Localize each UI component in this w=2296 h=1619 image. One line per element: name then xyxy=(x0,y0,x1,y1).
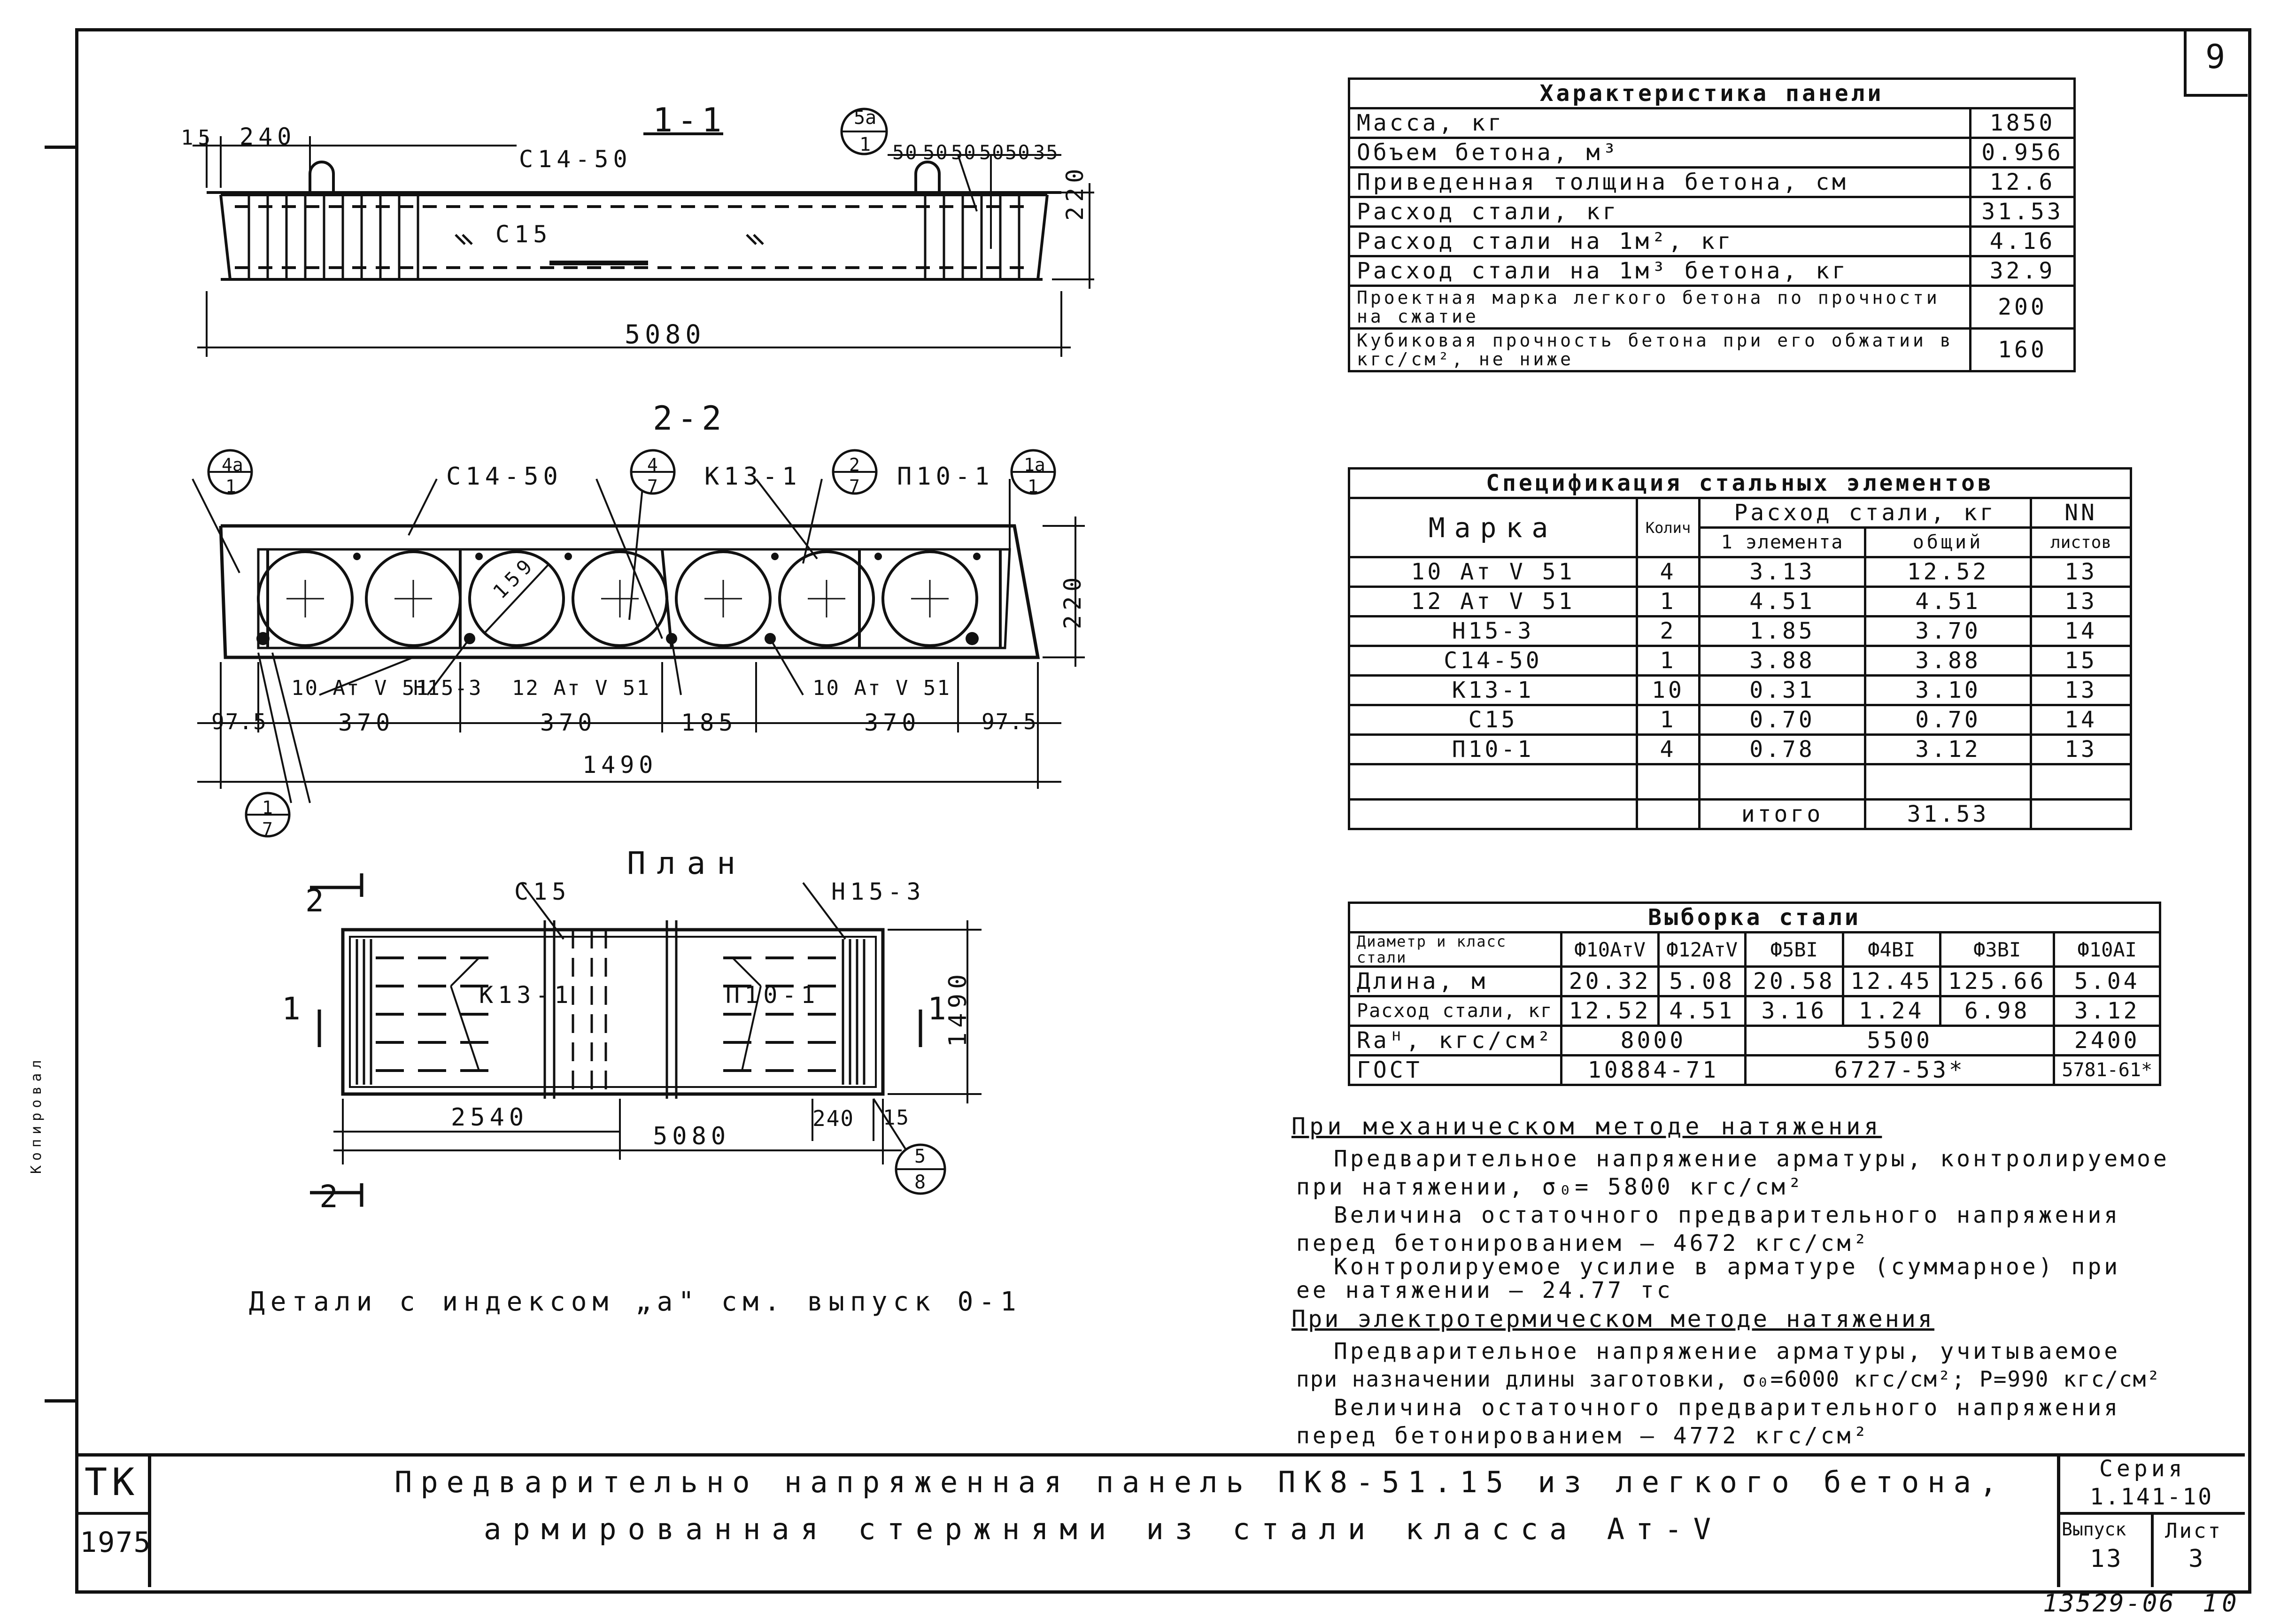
mech-line-0: Предварительное напряжение арматуры, контролируемое xyxy=(1334,1146,2170,1172)
spec-header-mark: Марка xyxy=(1349,498,1637,557)
bar-label-10atv51-left: 10 Ат V 51 xyxy=(291,676,430,700)
table-row xyxy=(1349,587,2131,617)
spec-one: 3.88 xyxy=(1700,646,1865,676)
dim-220: 220 xyxy=(1061,164,1089,221)
sheet-label: Лист xyxy=(2165,1519,2222,1543)
bottom-code-num: 10 xyxy=(2203,1589,2242,1618)
s2-dim-97-5-left: 97.5 xyxy=(211,709,267,734)
spec-header-qty: Колич xyxy=(1637,498,1700,557)
steel-mass: 1.24 xyxy=(1843,996,1940,1026)
steel-length: 20.58 xyxy=(1746,967,1843,996)
spec-qty: 1 xyxy=(1637,705,1700,735)
spec-mark: 12 Ат V 51 xyxy=(1349,587,1637,617)
sheet-value: 3 xyxy=(2188,1545,2208,1573)
table-row xyxy=(1349,967,2160,996)
dim-35: 35 xyxy=(1033,141,1059,164)
steel-mass: 12.52 xyxy=(1561,996,1659,1026)
sheet-number: 9 xyxy=(2205,38,2230,76)
plan-callout-bottom: 8 xyxy=(914,1172,926,1193)
spec-qty: 4 xyxy=(1637,557,1700,587)
elec-title: При электротермическом методе натяжения xyxy=(1291,1305,1934,1333)
bottom-code: 13529-06 xyxy=(2043,1589,2176,1618)
callout-4a-bottom: 1 xyxy=(225,476,236,497)
spec-mark: К13-1 xyxy=(1349,676,1637,705)
elec-line-2: Величина остаточного предварительного напряжения xyxy=(1334,1395,2121,1421)
series-label: Серия xyxy=(2099,1456,2186,1482)
s2-dim-370-2: 370 xyxy=(540,709,597,736)
stamp-year: 1975 xyxy=(80,1526,152,1559)
spec-sheet: 13 xyxy=(2031,735,2131,764)
s2-label-k13-1: К13-1 xyxy=(704,463,802,491)
steel-ra: 8000 xyxy=(1561,1026,1745,1056)
callout-2-top: 2 xyxy=(849,455,860,475)
dim-50-2: 50 xyxy=(923,141,949,164)
steel-gost: 6727-53* xyxy=(1746,1056,2054,1085)
spec-one: 4.51 xyxy=(1700,587,1865,617)
spec-sheet: 14 xyxy=(2031,705,2131,735)
spec-one: 0.70 xyxy=(1700,705,1865,735)
plan-label-k13-1: К13-1 xyxy=(479,981,573,1009)
char-label-volume: Объем бетона, м³ xyxy=(1349,138,1971,168)
label-c14-50: С14-50 xyxy=(519,146,632,173)
s2-dim-370-3: 370 xyxy=(864,709,921,736)
mech-line-5: ее натяжении — 24.77 тс xyxy=(1296,1277,1673,1303)
dim-50-3: 50 xyxy=(951,141,977,164)
spec-sheet: 15 xyxy=(2031,646,2131,676)
sheet-number-box xyxy=(2184,28,2248,97)
elec-line-0: Предварительное напряжение арматуры, учитываемое xyxy=(1334,1338,2121,1365)
steel-length: 5.04 xyxy=(2054,967,2160,996)
spec-total: 12.52 xyxy=(1865,557,2031,587)
table-row xyxy=(1349,557,2131,587)
table-row xyxy=(1349,646,2131,676)
table-row xyxy=(1349,1026,2160,1056)
plan-drawing xyxy=(282,869,986,1221)
section-2-2-title: 2-2 xyxy=(653,399,727,438)
table-row xyxy=(1349,705,2131,735)
s2-dim-1490: 1490 xyxy=(582,751,658,779)
issue-label: Выпуск xyxy=(2062,1519,2126,1540)
steel-length-label: Длина, м xyxy=(1349,967,1562,996)
spec-mark: С15 xyxy=(1349,705,1637,735)
steel-mass-label: Расход стали, кг xyxy=(1349,996,1562,1026)
spec-qty: 4 xyxy=(1637,735,1700,764)
steel-length: 20.32 xyxy=(1561,967,1659,996)
steel-title: Выборка стали xyxy=(1349,903,2160,933)
spec-header-nn: NN xyxy=(2031,498,2131,528)
bar-label-h15-3: Н15-3 xyxy=(413,676,483,700)
steel-col-5: Ф10АI xyxy=(2054,933,2160,967)
s2-dim-220: 220 xyxy=(1059,572,1086,629)
spec-mark: П10-1 xyxy=(1349,735,1637,764)
steel-col-1: Ф12АтV xyxy=(1659,933,1746,967)
binding-line xyxy=(45,146,77,149)
table-row xyxy=(1349,676,2131,705)
steel-ra: 5500 xyxy=(1746,1026,2054,1056)
dim-15: 15 xyxy=(181,126,215,150)
plan-dim-2540: 2540 xyxy=(451,1103,529,1132)
char-value-steel-m2: 4.16 xyxy=(1971,227,2075,256)
callout-4-top: 4 xyxy=(647,455,658,475)
callout-1-bottom: 7 xyxy=(262,819,273,840)
steel-gost: 10884-71 xyxy=(1561,1056,1745,1085)
steel-col-3: Ф4ВI xyxy=(1843,933,1940,967)
mech-line-1: при натяжении, σ₀= 5800 кгс/см² xyxy=(1296,1174,1804,1200)
section-2-2-drawing xyxy=(178,432,1094,840)
plan-label-p10-1: П10-1 xyxy=(726,981,820,1009)
title-block-divider-right xyxy=(2057,1453,2060,1587)
elec-line-3: перед бетонированием — 4772 кгс/см² xyxy=(1296,1423,1870,1449)
steel-mass: 4.51 xyxy=(1659,996,1746,1026)
spec-total: 3.88 xyxy=(1865,646,2031,676)
spec-title: Спецификация стальных элементов xyxy=(1349,469,2131,498)
stamp-org: ТК xyxy=(85,1460,139,1504)
spec-mark: 10 Ат V 51 xyxy=(1349,557,1637,587)
char-label-grade: Проектная марка легкого бетона по прочности на сжатие xyxy=(1349,286,1971,329)
steel-ra-label: Rаᴴ, кгс/см² xyxy=(1349,1026,1562,1056)
specification-table xyxy=(1348,467,2132,830)
callout-5a-bottom: 1 xyxy=(859,134,871,155)
title-block-divider-left xyxy=(148,1453,151,1587)
s2-dim-97-5-right: 97.5 xyxy=(982,709,1037,734)
spec-mark: С14-50 xyxy=(1349,646,1637,676)
char-label-steel: Расход стали, кг xyxy=(1349,197,1971,227)
bar-label-12atv51: 12 Ат V 51 xyxy=(512,676,650,700)
spec-one: 0.31 xyxy=(1700,676,1865,705)
margin-note: Копировал xyxy=(28,1055,45,1174)
mech-line-2: Величина остаточного предварительного напряжения xyxy=(1334,1202,2121,1228)
spec-header-consumption: Расход стали, кг xyxy=(1700,498,2031,528)
steel-length: 12.45 xyxy=(1843,967,1940,996)
char-label-steel-m3: Расход стали на 1м³ бетона, кг xyxy=(1349,256,1971,286)
plan-label-c15: С15 xyxy=(514,878,571,905)
dim-50-1: 50 xyxy=(892,141,918,164)
char-value-steel: 31.53 xyxy=(1971,197,2075,227)
title-line-2: армированная стержнями из стали класса Ат-V xyxy=(484,1512,1723,1546)
callout-4-bottom: 7 xyxy=(647,476,658,497)
char-label-cube: Кубиковая прочность бетона при его обжатии в кгс/см², не ниже xyxy=(1349,329,1971,371)
s2-dim-370-1: 370 xyxy=(338,709,395,736)
spec-qty: 2 xyxy=(1637,617,1700,646)
s2-label-p10-1: П10-1 xyxy=(897,463,994,491)
spec-sheet: 13 xyxy=(2031,557,2131,587)
issue-value: 13 xyxy=(2090,1545,2123,1573)
char-value-thickness: 12.6 xyxy=(1971,168,2075,197)
bar-label-10atv51-right: 10 Ат V 51 xyxy=(812,676,951,700)
section-1-1-title: 1-1 xyxy=(653,101,727,139)
spec-total-value: 31.53 xyxy=(1865,800,2031,829)
spec-qty: 1 xyxy=(1637,646,1700,676)
details-note: Детали с индексом „а" см. выпуск 0-1 xyxy=(249,1287,1022,1317)
steel-header-label: Диаметр и класс стали xyxy=(1349,933,1562,967)
dim-240: 240 xyxy=(240,123,296,150)
spec-qty: 10 xyxy=(1637,676,1700,705)
dim-5080: 5080 xyxy=(625,319,706,349)
callout-4a-top: 4а xyxy=(222,455,243,475)
steel-ra: 2400 xyxy=(2054,1026,2160,1056)
plan-section-mark-2-top: 2 xyxy=(305,883,329,919)
s2-label-159: 159 xyxy=(488,552,540,603)
title-block-vline xyxy=(2151,1512,2154,1587)
table-row xyxy=(1349,735,2131,764)
spec-header-sheets: листов xyxy=(2031,528,2131,557)
spec-total: 3.10 xyxy=(1865,676,2031,705)
plan-section-mark-1-right: 1 xyxy=(928,991,951,1027)
plan-section-mark-2-bottom: 2 xyxy=(319,1179,343,1215)
plan-dim-1490: 1490 xyxy=(944,969,972,1047)
s2-dim-185: 185 xyxy=(681,709,738,736)
spec-header-one: 1 элемента xyxy=(1700,528,1865,557)
steel-col-4: Ф3ВI xyxy=(1940,933,2054,967)
callout-1a-bottom: 1 xyxy=(1028,476,1038,497)
spec-total: 3.12 xyxy=(1865,735,2031,764)
table-row xyxy=(1349,996,2160,1026)
table-row-total xyxy=(1349,800,2131,829)
callout-2-bottom: 7 xyxy=(849,476,860,497)
spec-total: 4.51 xyxy=(1865,587,2031,617)
spec-sheet: 13 xyxy=(2031,676,2131,705)
char-value-steel-m3: 32.9 xyxy=(1971,256,2075,286)
dim-50-5: 50 xyxy=(1005,141,1031,164)
plan-dim-5080: 5080 xyxy=(653,1122,731,1150)
mech-line-4: Контролируемое усилие в арматуре (суммарное) при xyxy=(1334,1254,2121,1280)
char-value-volume: 0.956 xyxy=(1971,138,2075,168)
plan-title: План xyxy=(627,845,747,881)
dim-50-4: 50 xyxy=(979,141,1005,164)
mech-line-3: перед бетонированием — 4672 кгс/см² xyxy=(1296,1230,1870,1257)
spec-one: 0.78 xyxy=(1700,735,1865,764)
char-label-mass: Масса, кг xyxy=(1349,108,1971,138)
s2-label-c14-50: С14-50 xyxy=(446,463,563,491)
plan-dim-15: 15 xyxy=(883,1106,910,1130)
spec-sheet: 13 xyxy=(2031,587,2131,617)
title-line-1: Предварительно напряженная панель ПК8-51.15 из легкого бетона, xyxy=(394,1465,2006,1499)
callout-5a-top: 5а xyxy=(854,107,877,129)
callout-1-top: 1 xyxy=(262,797,273,818)
spec-total: 3.70 xyxy=(1865,617,2031,646)
steel-length: 5.08 xyxy=(1659,967,1746,996)
series-value: 1.141-10 xyxy=(2090,1484,2214,1510)
spec-header-total: общий xyxy=(1865,528,2031,557)
plan-label-h15-3: Н15-3 xyxy=(831,878,926,905)
characteristics-table xyxy=(1348,77,2076,372)
spec-one: 1.85 xyxy=(1700,617,1865,646)
steel-length: 125.66 xyxy=(1940,967,2054,996)
steel-col-0: Ф10АтV xyxy=(1561,933,1659,967)
plan-section-mark-1-left: 1 xyxy=(282,991,305,1027)
steel-mass: 6.98 xyxy=(1940,996,2054,1026)
char-value-mass: 1850 xyxy=(1971,108,2075,138)
mech-title: При механическом методе натяжения xyxy=(1291,1113,1882,1140)
binding-line-2 xyxy=(45,1399,77,1403)
char-value-grade: 200 xyxy=(1971,286,2075,329)
spec-sheet: 14 xyxy=(2031,617,2131,646)
char-label-thickness: Приведенная толщина бетона, см xyxy=(1349,168,1971,197)
steel-col-2: Ф5ВI xyxy=(1746,933,1843,967)
characteristics-title: Характеристика панели xyxy=(1349,79,2075,108)
spec-total-label: итого xyxy=(1700,800,1865,829)
table-row xyxy=(1349,617,2131,646)
table-row-empty xyxy=(1349,764,2131,800)
stamp-hline xyxy=(75,1512,150,1515)
spec-total: 0.70 xyxy=(1865,705,2031,735)
steel-selection-table xyxy=(1348,902,2161,1086)
char-label-steel-m2: Расход стали на 1м², кг xyxy=(1349,227,1971,256)
steel-mass: 3.16 xyxy=(1746,996,1843,1026)
spec-qty: 1 xyxy=(1637,587,1700,617)
char-value-cube: 160 xyxy=(1971,329,2075,371)
table-row xyxy=(1349,1056,2160,1085)
plan-callout-top: 5 xyxy=(914,1146,926,1167)
label-c15: С15 xyxy=(495,221,552,248)
steel-gost-label: ГОСТ xyxy=(1349,1056,1562,1085)
steel-gost: 5781-61* xyxy=(2054,1056,2160,1085)
spec-one: 3.13 xyxy=(1700,557,1865,587)
callout-1a-top: 1а xyxy=(1024,455,1045,475)
plan-dim-240: 240 xyxy=(812,1106,855,1131)
spec-mark: Н15-3 xyxy=(1349,617,1637,646)
steel-mass: 3.12 xyxy=(2054,996,2160,1026)
elec-line-1: при назначении длины заготовки, σ₀=6000 кгс/см²; Р=990 кгс/см² xyxy=(1296,1366,2161,1392)
